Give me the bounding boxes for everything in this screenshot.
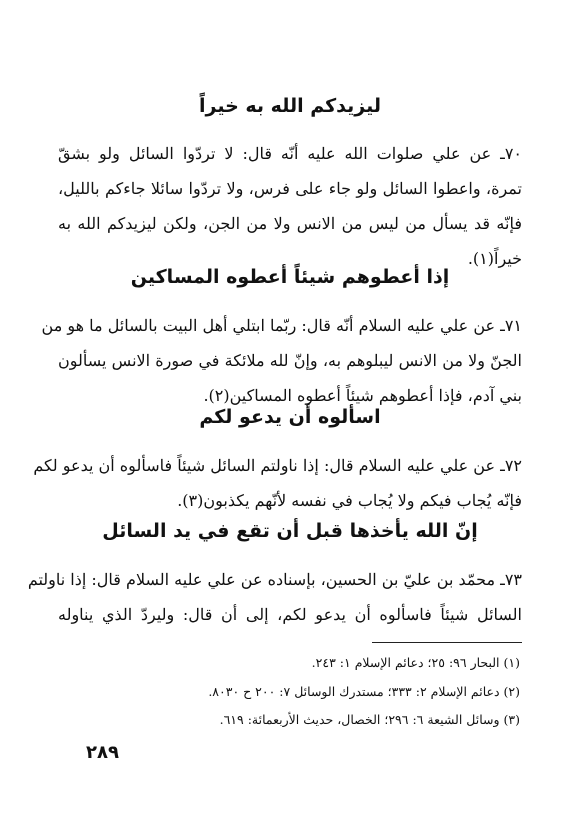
hadith-paragraph (27, 562, 522, 632)
text-line: ٧٠ـ عن علي صلوات الله عليه أنّه قال: لا تردّوا السائل ولو بشقّ (58, 144, 522, 163)
text-line: تمرة، واعطوا السائل ولو جاء على فرس، ولا تردّوا سائلا جاءكم بالليل، (58, 179, 522, 198)
section-heading: إذا أعطوهم شيئاً أعطوه المساكين (130, 266, 450, 288)
text-line: خيراً(١). (467, 249, 522, 268)
text-line: ٧١ـ عن علي عليه السلام أنّه قال: ربّما ابتلي أهل البيت بالسائل ما هو من (41, 316, 522, 335)
text-line: الجنّ ولا من الانس ليبلوهم به، وإنّ لله ملائكة في صورة الانس يسألون (58, 351, 522, 370)
text-line: فإنّه قد يسأل من ليس من الانس ولا من الجن، ولكن ليزيدكم الله به (58, 214, 522, 233)
footnote: (٣) وسائل الشيعة ٦: ٢٩٦؛ الخصال، حديث الأربعمائة: ٦١٩. (219, 712, 520, 727)
section-heading: إنّ الله يأخذها قبل أن تقع في يد السائل (102, 520, 478, 542)
page-number: ٢٨٩ (86, 742, 119, 763)
hadith-paragraph (41, 308, 522, 413)
footnote: (٢) دعائم الإسلام ٢: ٣٣٣؛ مستدرك الوسائل ٧: ٢٠٠ ح ٨٠٣٠. (208, 684, 520, 699)
text-line: ٧٢ـ عن علي عليه السلام قال: إذا ناولتم السائل شيئاً فاسألوه أن يدعو لكم (33, 456, 522, 475)
footnote-separator (372, 642, 522, 643)
text-line: ٧٣ـ محمّد بن عليّ بن الحسين، بإسناده عن علي عليه السلام قال: إذا ناولتم (27, 570, 522, 589)
text-line: بني آدم، فإذا أعطوهم شيئاً أعطوه المساكين(٢). (203, 386, 522, 405)
hadith-paragraph (58, 136, 522, 276)
text-line: السائل شيئاً فاسألوه أن يدعو لكم، إلى أن قال: وليردّ الذي يناوله (58, 605, 522, 624)
section-heading: اسألوه أن يدعو لكم (199, 406, 381, 428)
section-heading: ليزيدكم الله به خيراً (199, 95, 381, 117)
footnote: (١) البحار ٩٦: ٢٥؛ دعائم الإسلام ١: ٢٤٣. (311, 655, 520, 670)
hadith-paragraph (33, 448, 522, 518)
text-line: فإنّه يُجاب فيكم ولا يُجاب في نفسه لأنّهم يكذبون(٣). (177, 491, 522, 510)
